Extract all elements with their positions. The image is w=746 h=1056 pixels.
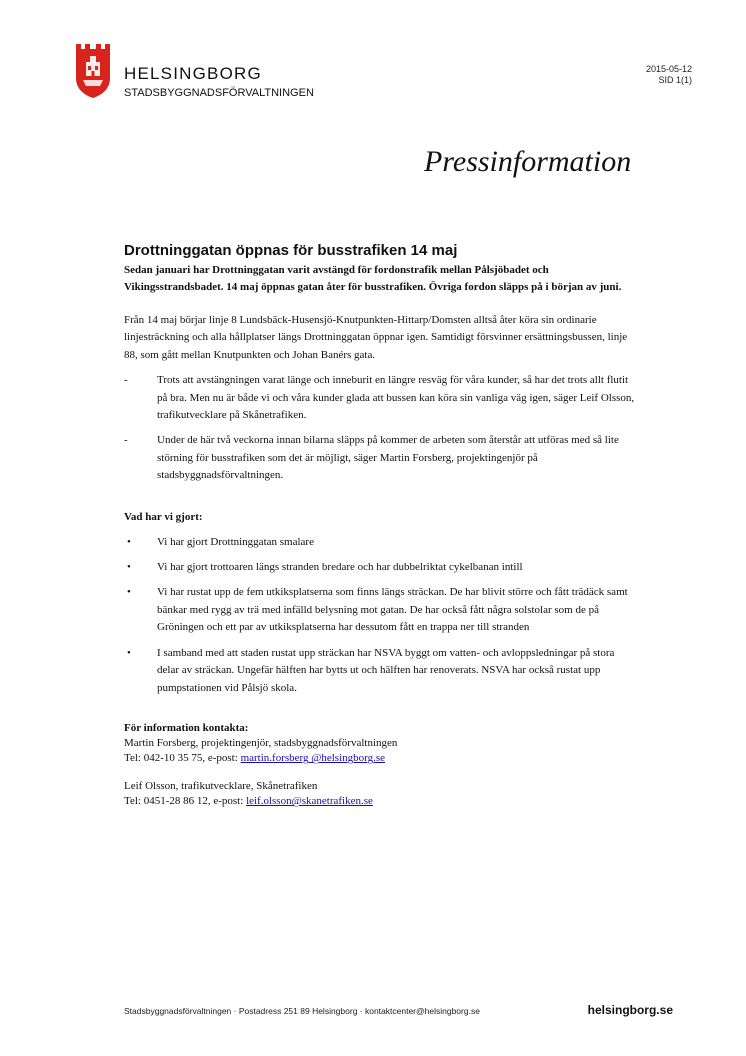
list-item xyxy=(127,559,639,576)
bullet-marker: • xyxy=(127,646,131,659)
contact-name: Leif Olsson, trafikutvecklare, Skånetrafiken xyxy=(124,779,318,792)
section-heading: Vad har vi gjort: xyxy=(124,510,203,523)
done-list xyxy=(124,534,639,697)
headline: Drottninggatan öppnas för busstrafiken 14 maj xyxy=(124,242,458,259)
contact-block xyxy=(124,779,639,810)
bullet-marker: • xyxy=(127,561,131,574)
contact-phone-line xyxy=(124,794,639,810)
quote-item xyxy=(124,432,639,484)
quotes-list xyxy=(124,372,639,484)
contact-phone: Tel: 0451-28 86 12, e-post: xyxy=(124,795,247,808)
contact-block xyxy=(124,736,639,767)
footer-address: Stadsbyggnadsförvaltningen · Postadress 251 89 Helsingborg · kontaktcenter@helsingborg.se xyxy=(124,1006,480,1016)
list-item-text: Vi har rustat upp de fem utkiksplatserna som finns längs sträckan. De har blivit större och fått trädäck samt bänkar med rygg av trä med infälld belysning mot gatan. De har också fått några solstolar som de på Gröningen och ett par av utkiksplatserna har dessutom fått en trappa ner till stranden xyxy=(157,586,628,634)
list-item xyxy=(127,584,639,636)
list-item-text: I samband med att staden rustat upp sträckan har NSVA byggt om vatten- och avloppsledningar på stora delar av sträckan. Ungefär hälften har bytts ut och hälften har renoverats. NSVA har också rustat upp pumpstationen vid Pålsjö skola. xyxy=(157,646,615,694)
quote-item xyxy=(124,372,639,424)
quote-text: Trots att avstängningen varat länge och inneburit en längre resväg för våra kunder, så har det trots allt flutit på bra. Men nu är både vi och våra kunder glada att bussen kan köra sin vanliga väg igen, säger Leif Olsson, trafikutvecklare på Skånetrafiken. xyxy=(157,374,635,422)
list-item-text: Vi har gjort trottoaren längs stranden bredare och har dubbelriktat cykelbanan intill xyxy=(157,561,523,574)
dash-marker: - xyxy=(124,374,128,387)
quote-text: Under de här två veckorna innan bilarna släpps på kommer de arbeten som återstår att utföras med så lite störning för busstrafiken som det är möjligt, säger Martin Forsberg, projektingenjör på stadsbyggnadsförvaltningen. xyxy=(157,434,619,482)
organization-name: HELSINGBORG xyxy=(124,64,262,83)
document-date: 2015-05-12 xyxy=(645,64,692,74)
dash-marker: - xyxy=(124,434,128,447)
contact-heading: För information kontakta: xyxy=(124,721,249,734)
helsingborg-coat-of-arms-logo xyxy=(76,44,110,98)
bullet-marker: • xyxy=(127,586,131,599)
list-item-text: Vi har gjort Drottninggatan smalare xyxy=(157,535,314,548)
document-type-title: Pressinformation xyxy=(424,145,632,178)
contact-phone-line xyxy=(124,751,639,767)
document-meta xyxy=(646,64,692,86)
list-item xyxy=(127,645,639,697)
page-number: SID 1(1) xyxy=(658,75,692,85)
contact-phone: Tel: 042-10 35 75, e-post: xyxy=(124,752,241,765)
lead-paragraph: Sedan januari har Drottninggatan varit avstängd för fordonstrafik mellan Pålsjöbadet och Vikingsstrandsbadet. 14 maj öppnas gatan åter för busstrafiken. Övriga fordon släpps på i början av juni. xyxy=(124,264,622,293)
contact-email-link[interactable]: leif.olsson@skanetrafiken.se xyxy=(246,795,373,808)
footer-website: helsingborg.se xyxy=(587,1003,673,1017)
contact-email-link[interactable]: martin.forsberg @helsingborg.se xyxy=(240,752,386,765)
contact-name: Martin Forsberg, projektingenjör, stadsbyggnadsförvaltningen xyxy=(124,736,398,749)
list-item xyxy=(127,534,639,551)
intro-paragraph: Från 14 maj börjar linje 8 Lundsbäck-Husensjö-Knutpunkten-Hittarp/Domsten alltså åter köra sin ordinarie linjesträckning och alla hållplatser längs Drottninggatan öppnar igen. Samtidigt försvinner ersättningsbussen, linje 88, som gått mellan Knutpunkten och Johan Banérs gata. xyxy=(124,314,628,361)
bullet-marker: • xyxy=(127,535,131,548)
department-name: STADSBYGGNADSFÖRVALTNINGEN xyxy=(124,87,314,99)
press-release-body xyxy=(124,241,639,822)
